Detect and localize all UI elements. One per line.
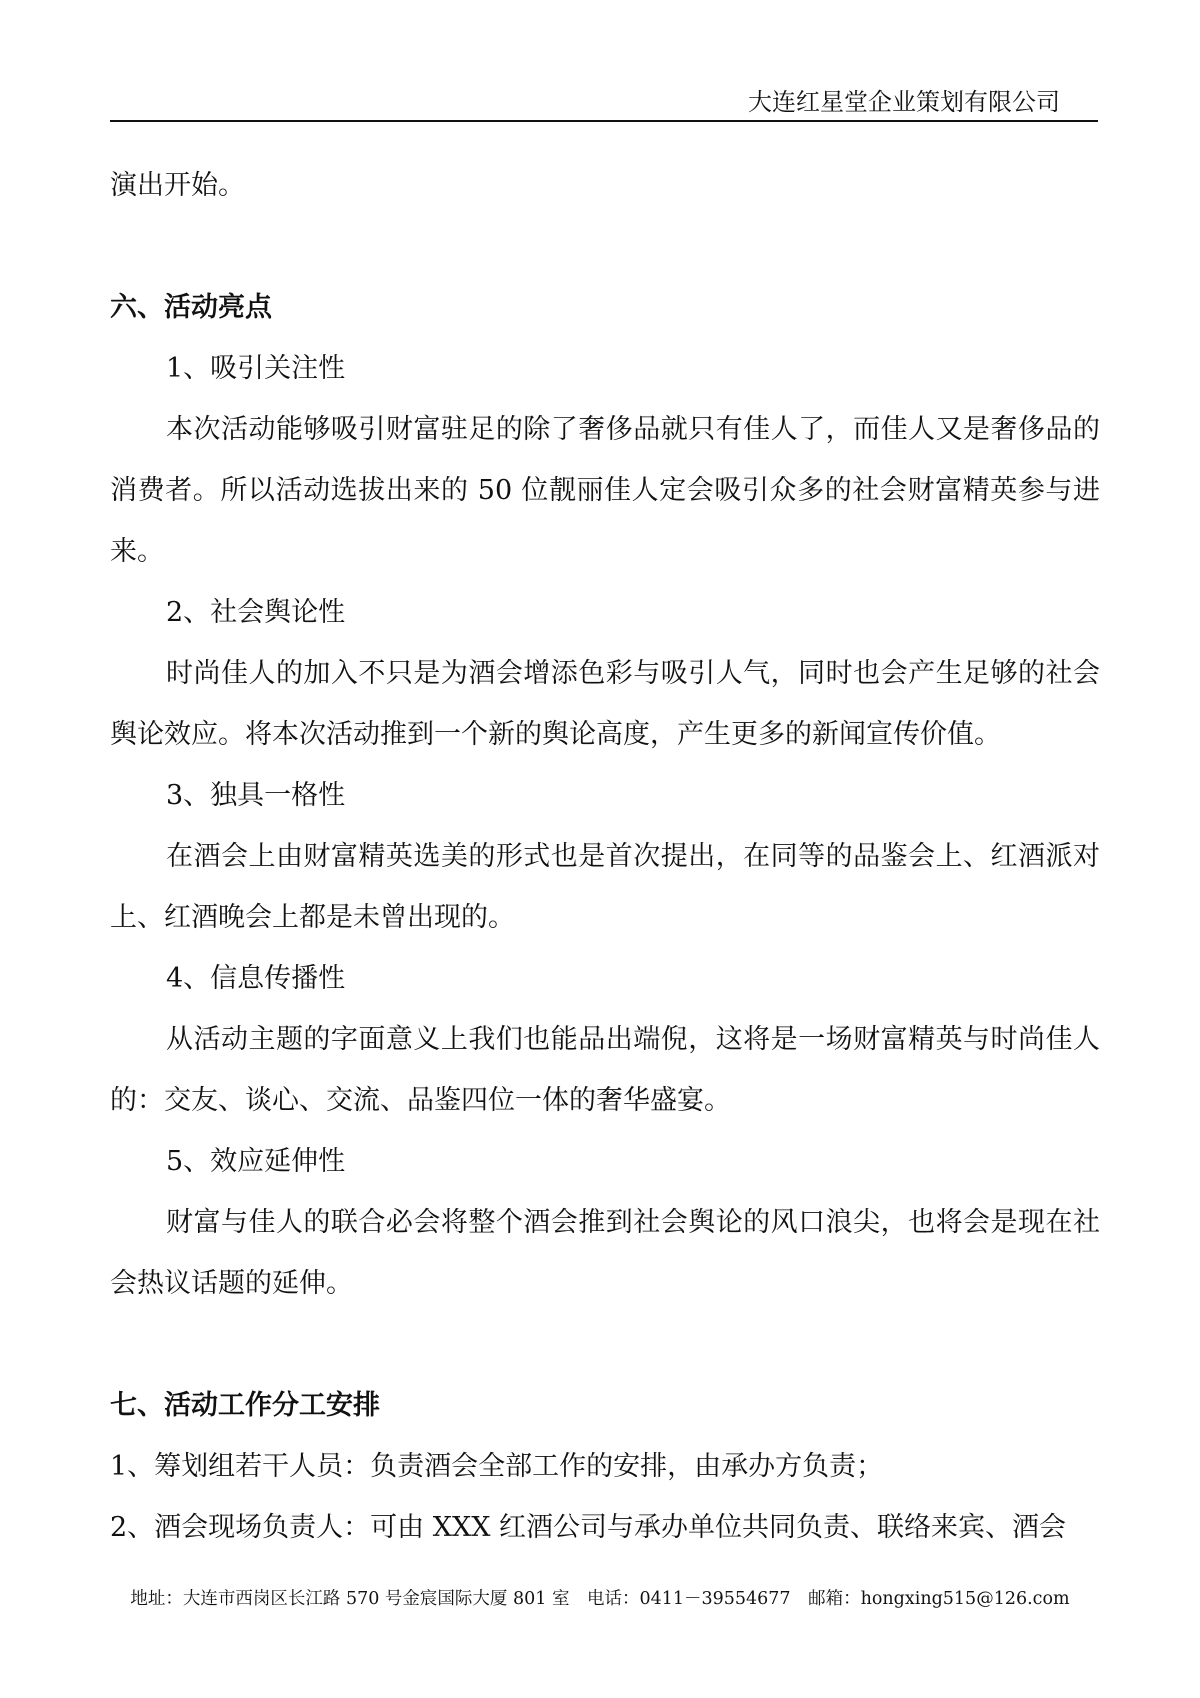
header-company-name: 大连红星堂企业策划有限公司 <box>748 88 1060 116</box>
document-body <box>110 155 1100 1558</box>
highlight-2-title: 2、社会舆论性 <box>166 597 346 628</box>
header-divider <box>110 120 1098 122</box>
task-item-2: 2、酒会现场负责人：可由 XXX 红酒公司与承办单位共同负责、联络来宾、酒会 <box>110 1512 1067 1543</box>
highlight-3-title: 3、独具一格性 <box>166 780 346 811</box>
highlight-4-text: 从活动主题的字面意义上我们也能品出端倪，这将是一场财富精英与时尚佳人的：交友、谈心、交流、品鉴四位一体的奢华盛宴。 <box>110 1024 1100 1116</box>
continuation-text: 演出开始。 <box>110 170 245 201</box>
task-item-1: 1、筹划组若干人员：负责酒会全部工作的安排，由承办方负责； <box>110 1451 884 1482</box>
footer-contact: 地址：大连市西岗区长江路 570 号金宸国际大厦 801 室 电话：0411－39554677 邮箱：hongxing515@126.com <box>130 1589 1070 1609</box>
highlight-1-title: 1、吸引关注性 <box>166 353 346 384</box>
section-7-heading: 七、活动工作分工安排 <box>110 1390 380 1421</box>
highlight-4-title: 4、信息传播性 <box>166 963 346 994</box>
highlight-1-text: 本次活动能够吸引财富驻足的除了奢侈品就只有佳人了，而佳人又是奢侈品的消费者。所以活动选拔出来的 50 位靓丽佳人定会吸引众多的社会财富精英参与进来。 <box>110 414 1100 567</box>
section-6-heading: 六、活动亮点 <box>110 292 272 323</box>
highlight-5-title: 5、效应延伸性 <box>166 1146 346 1177</box>
highlight-3-text: 在酒会上由财富精英选美的形式也是首次提出，在同等的品鉴会上、红酒派对上、红酒晚会上都是未曾出现的。 <box>110 841 1100 933</box>
highlight-2-text: 时尚佳人的加入不只是为酒会增添色彩与吸引人气，同时也会产生足够的社会舆论效应。将本次活动推到一个新的舆论高度，产生更多的新闻宣传价值。 <box>110 658 1100 750</box>
highlight-5-text: 财富与佳人的联合必会将整个酒会推到社会舆论的风口浪尖，也将会是现在社会热议话题的延伸。 <box>110 1207 1100 1299</box>
